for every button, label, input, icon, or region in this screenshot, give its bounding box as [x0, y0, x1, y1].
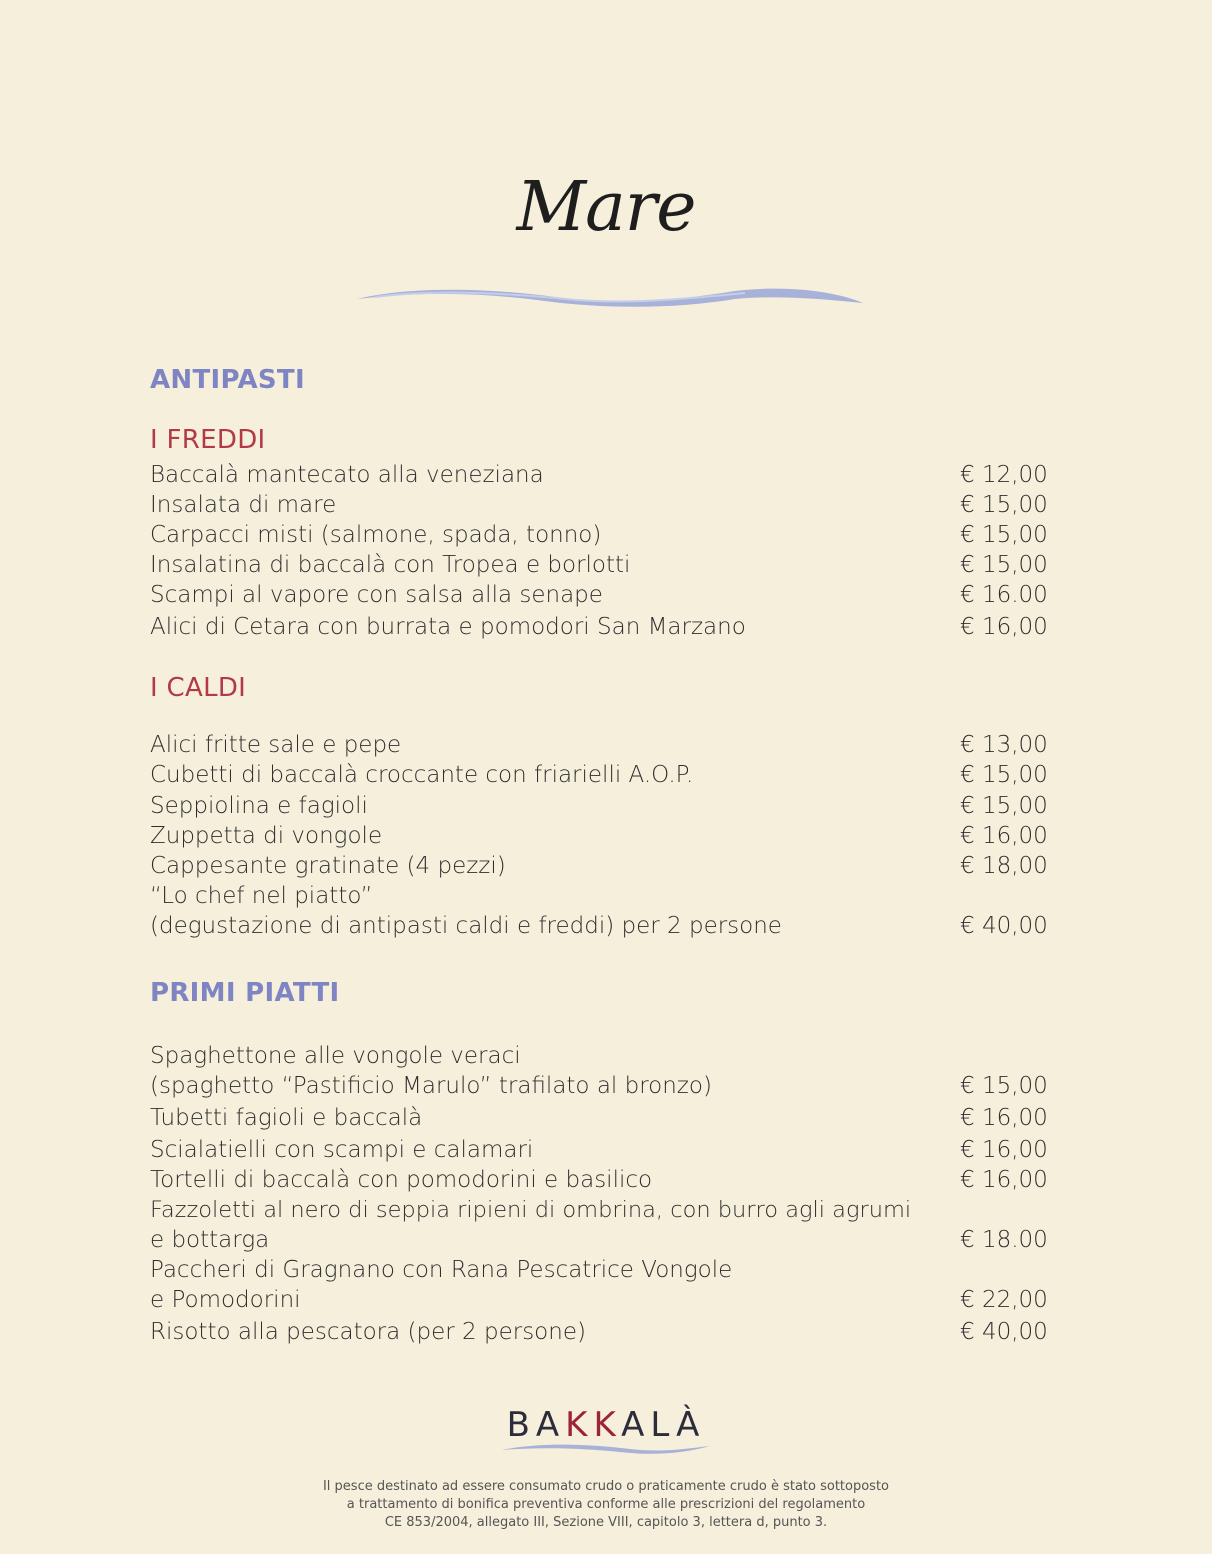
section-heading-primi: PRIMI PIATTI: [150, 978, 340, 1008]
menu-item-description: e Pomodorini: [150, 1287, 301, 1313]
menu-item-name: Spaghettone alle vongole veraci: [150, 1043, 521, 1069]
logo-text-start: BA: [506, 1405, 566, 1445]
menu-item-name: Scampi al vapore con salsa alla senape: [150, 582, 603, 608]
menu-item-price: € 16.00: [960, 582, 1048, 608]
note-line: Il pesce destinato ad essere consumato crudo o praticamente crudo è stato sottoposto: [322, 1479, 890, 1494]
menu-item-price: € 16,00: [960, 614, 1048, 640]
menu-item-description: (spaghetto “Pastificio Marulo” trafilato al bronzo): [150, 1073, 712, 1099]
menu-item-price: € 15,00: [960, 522, 1048, 548]
menu-item-name: Alici fritte sale e pepe: [150, 732, 402, 758]
menu-item-price: € 16,00: [960, 1167, 1048, 1193]
menu-item-name: Risotto alla pescatora (per 2 persone): [150, 1319, 586, 1345]
logo-swash: [500, 1440, 712, 1456]
menu-item-name: Scialatielli con scampi e calamari: [150, 1137, 534, 1163]
menu-item-price: € 16,00: [960, 823, 1048, 849]
brand-logo: [0, 1405, 1212, 1445]
menu-item-price: € 40,00: [960, 1319, 1048, 1345]
menu-item-price: € 16,00: [960, 1137, 1048, 1163]
menu-item-name: Cubetti di baccalà croccante con friarielli A.O.P.: [150, 762, 694, 788]
menu-item-price: € 18,00: [960, 853, 1048, 879]
page-title: Mare: [516, 168, 696, 247]
menu-item-description: e bottarga: [150, 1227, 270, 1253]
menu-item-name: Alici di Cetara con burrata e pomodori San Marzano: [150, 614, 746, 640]
menu-item-price: € 15,00: [960, 552, 1048, 578]
section-heading-antipasti: ANTIPASTI: [150, 365, 305, 395]
note-line: CE 853/2004, allegato III, Sezione VIII, capitolo 3, lettera d, punto 3.: [384, 1515, 828, 1530]
menu-item-name: “Lo chef nel piatto”: [150, 883, 373, 909]
menu-item-price: € 15,00: [960, 793, 1048, 819]
menu-item-price: € 16,00: [960, 1105, 1048, 1131]
menu-item-price: € 18.00: [960, 1227, 1048, 1253]
menu-item-name: Insalatina di baccalà con Tropea e borlotti: [150, 552, 631, 578]
food-safety-note: [0, 1478, 1212, 1532]
menu-item-price: € 13,00: [960, 732, 1048, 758]
menu-item-price: € 40,00: [960, 913, 1048, 939]
menu-item-name: Cappesante gratinate (4 pezzi): [150, 853, 506, 879]
menu-item-price: € 15,00: [960, 492, 1048, 518]
subsection-heading-caldi: I CALDI: [150, 673, 247, 703]
menu-item-name: Seppiolina e fagioli: [150, 793, 368, 819]
note-line: a trattamento di bonifica preventiva conforme alle prescrizioni del regolamento: [346, 1497, 866, 1512]
menu-item-name: Tortelli di baccalà con pomodorini e basilico: [150, 1167, 653, 1193]
menu-item-name: Tubetti fagioli e baccalà: [150, 1105, 423, 1131]
logo-text-end: ALÀ: [621, 1405, 706, 1445]
watercolor-swash-divider: [355, 283, 865, 311]
menu-item-name: Fazzoletti al nero di seppia ripieni di ombrina, con burro agli agrumi: [150, 1197, 912, 1223]
menu-item-price: € 15,00: [960, 1073, 1048, 1099]
subsection-heading-freddi: I FREDDI: [150, 425, 266, 455]
menu-item-name: Paccheri di Gragnano con Rana Pescatrice Vongole: [150, 1257, 733, 1283]
logo-text-accent: KK: [565, 1405, 622, 1445]
menu-item-name: Insalata di mare: [150, 492, 337, 518]
menu-item-price: € 22,00: [960, 1287, 1048, 1313]
menu-item-name: Baccalà mantecato alla veneziana: [150, 462, 544, 488]
menu-item-price: € 12,00: [960, 462, 1048, 488]
menu-item-price: € 15,00: [960, 762, 1048, 788]
menu-item-description: (degustazione di antipasti caldi e freddi) per 2 persone: [150, 913, 782, 939]
menu-item-name: Carpacci misti (salmone, spada, tonno): [150, 522, 602, 548]
menu-item-name: Zuppetta di vongole: [150, 823, 383, 849]
